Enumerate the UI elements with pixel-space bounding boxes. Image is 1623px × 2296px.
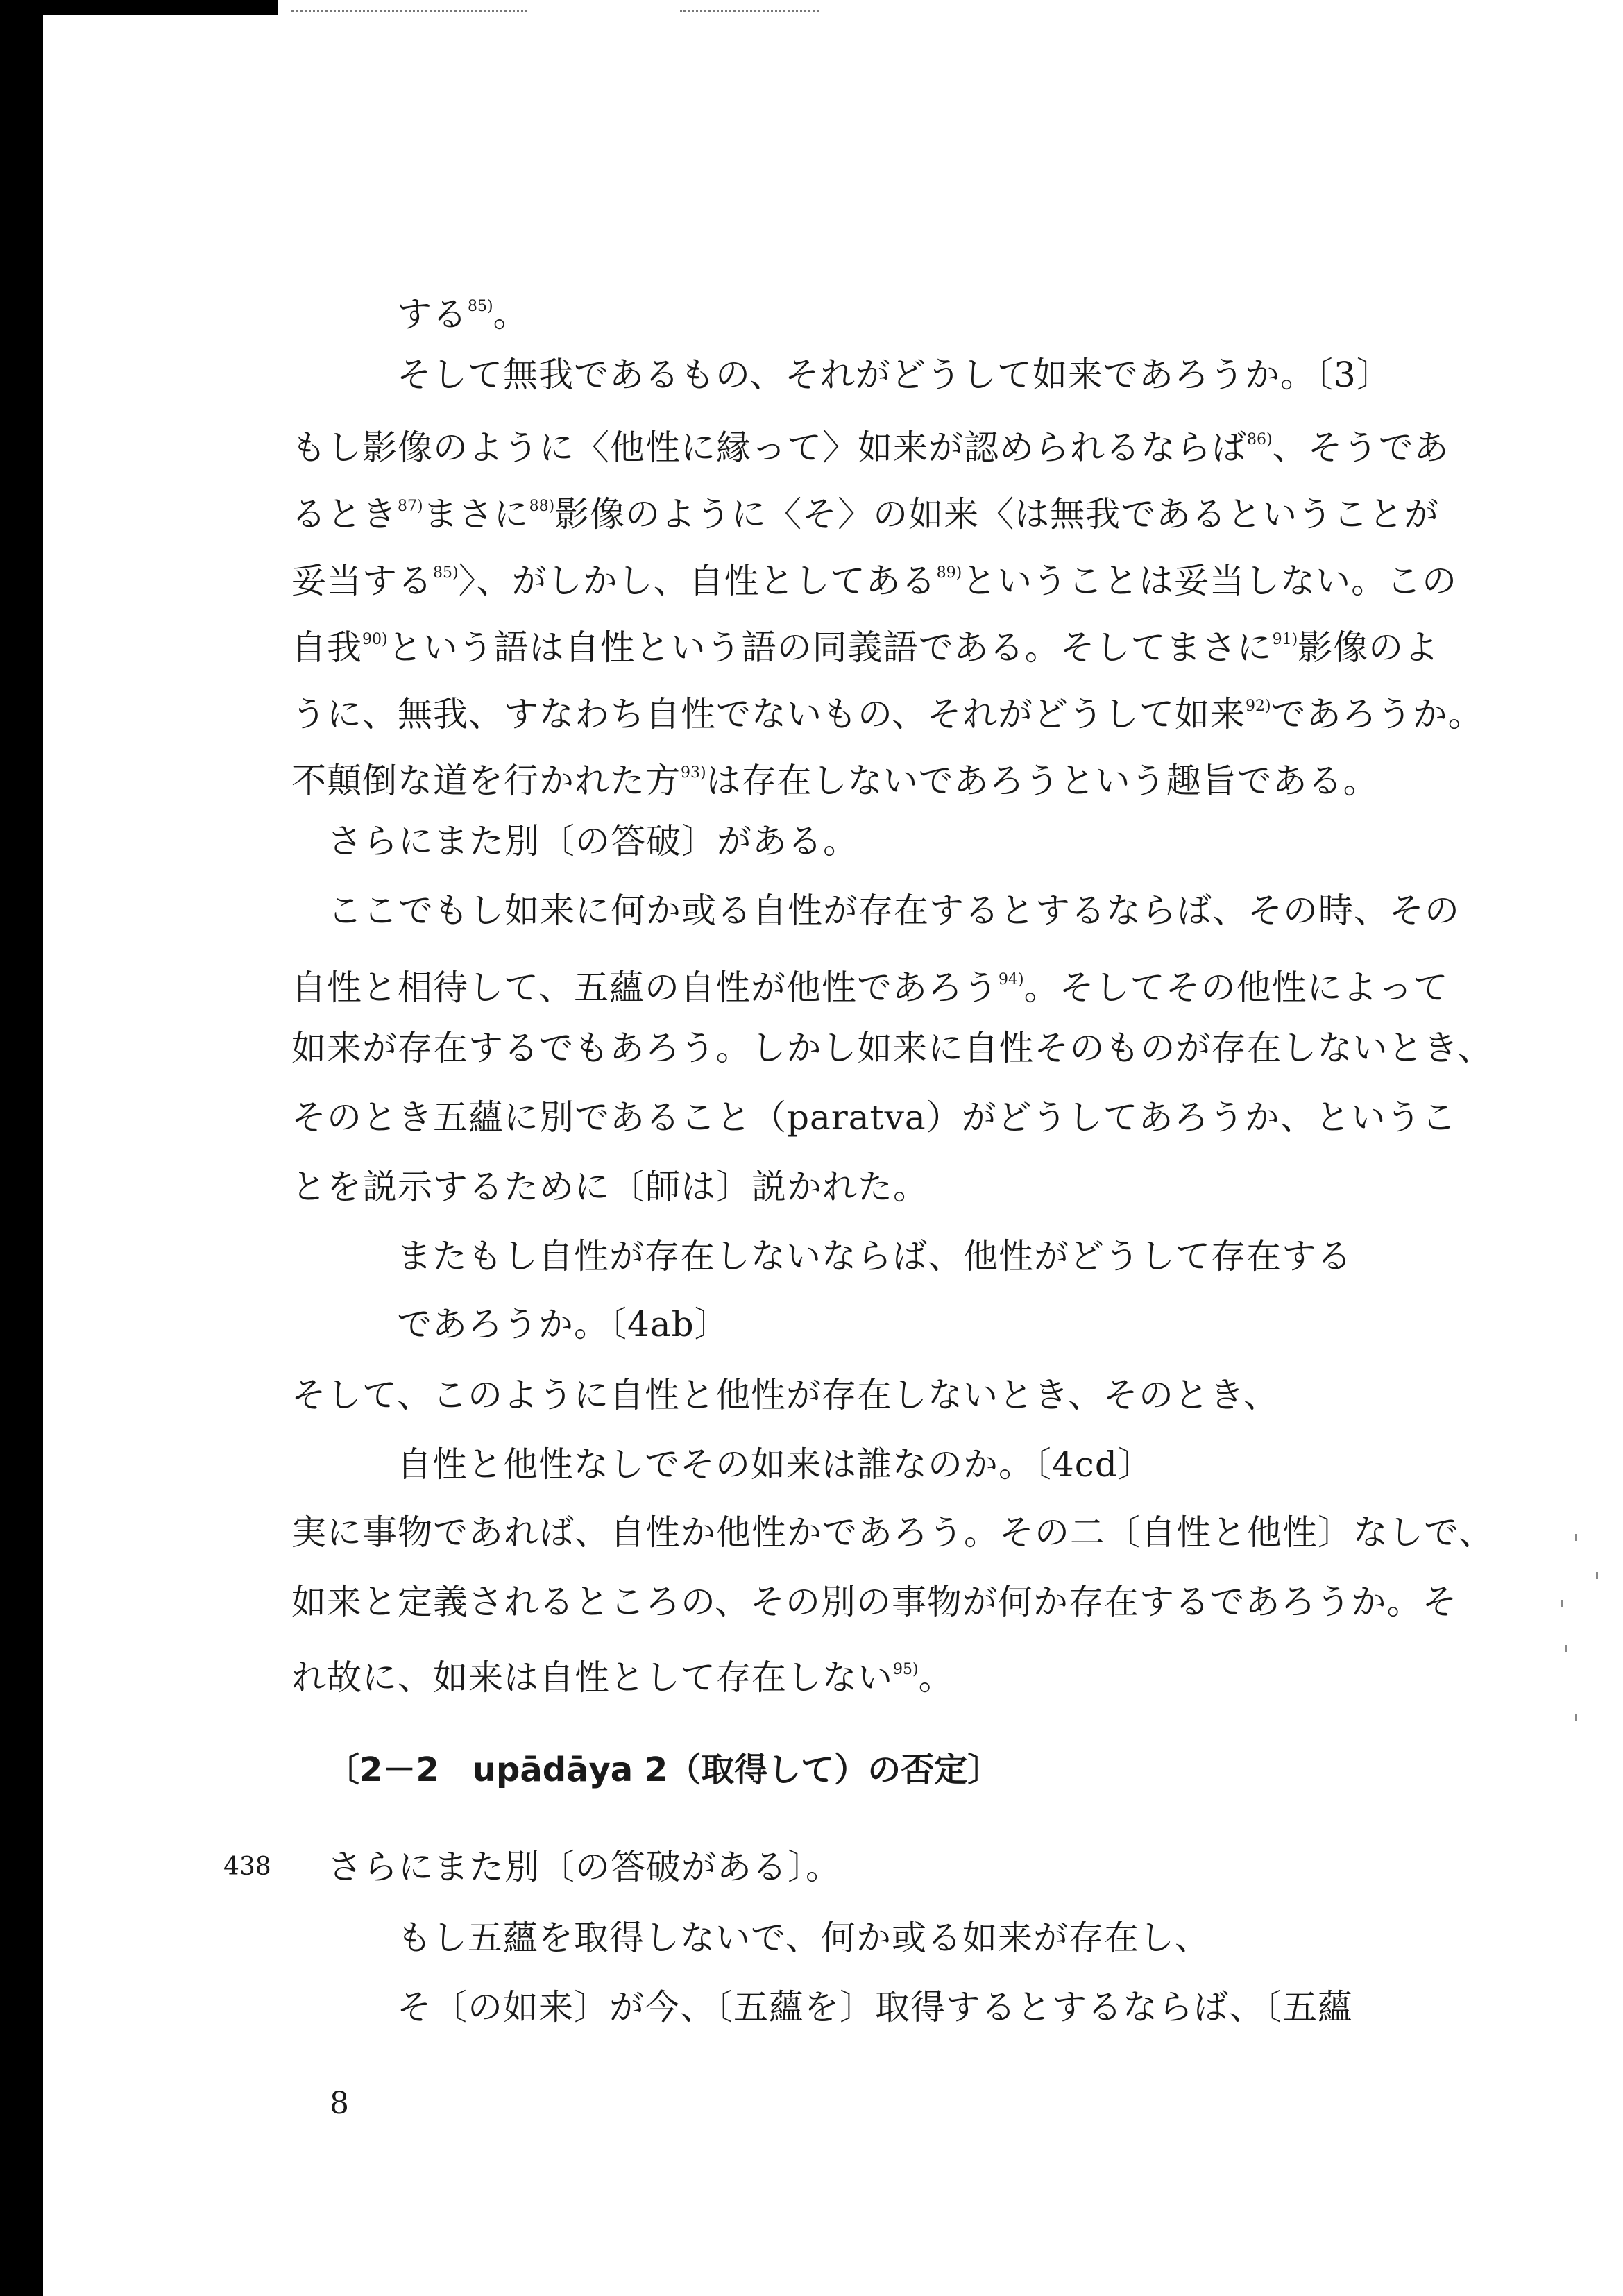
text-line: 自我$^{90)}$という語は自性という語の同義語である。そしてまさに$^{91)}$影像のよ xyxy=(291,627,1440,668)
text-line: 妥当する$^{85)}$〉、がしかし、自性としてある$^{89)}$ということは妥当しない。この xyxy=(291,561,1458,601)
scan-noise xyxy=(680,10,819,15)
scan-edge-left xyxy=(0,0,43,2296)
scan-speck xyxy=(1561,1600,1563,1607)
text-line: うに、無我、すなわち自性でないもの、それがどうして如来$^{92)}$であろうか。 xyxy=(291,694,1484,734)
text-line: する$^{85)}$。 xyxy=(397,294,529,335)
margin-number: 438 xyxy=(223,1852,271,1881)
text-line: れ故に、如来は自性として存在しない$^{95)}$。 xyxy=(291,1657,954,1698)
verse-line: 自性と他性なしでその如来は誰なのか。〔4cd〕 xyxy=(397,1444,1153,1485)
text-line: そのとき五蘊に別であること（paratva）がどうしてあろうか、というこ xyxy=(291,1097,1457,1138)
page-number: 8 xyxy=(330,2086,349,2121)
text-line: 自性と相待して、五蘊の自性が他性であろう$^{94)}$。そしてその他性によって xyxy=(291,968,1449,1008)
text-line: さらにまた別〔の答破がある〕。 xyxy=(328,1847,841,1887)
text-line: 不顛倒な道を行かれた方$^{93)}$は存在しないであろうという趣旨である。 xyxy=(291,761,1379,801)
text-line: とを説示するために〔師は〕説かれた。 xyxy=(291,1167,928,1207)
text-line: さらにまた別〔の答破〕がある。 xyxy=(328,821,858,861)
verse-line: またもし自性が存在しないならば、他性がどうして存在する xyxy=(397,1236,1352,1276)
text-line: そして無我であるもの、それがどうして如来であろうか。〔3〕 xyxy=(397,355,1392,395)
text-line: ここでもし如来に何か或る自性が存在するとするならば、その時、その xyxy=(328,890,1460,931)
verse-line: もし五蘊を取得しないで、何か或る如来が存在し、 xyxy=(397,1918,1210,1958)
verse-line: であろうか。〔4ab〕 xyxy=(397,1304,730,1344)
verse-line: そ〔の如来〕が今、〔五蘊を〕取得するとするならば、〔五蘊 xyxy=(397,1987,1353,2027)
text-line: るとき$^{87)}$まさに$^{88)}$影像のように〈そ〉の如来〈は無我であるということが xyxy=(291,494,1440,534)
scan-speck xyxy=(1575,1714,1577,1721)
text-line: そして、このように自性と他性が存在しないとき、そのとき、 xyxy=(291,1375,1279,1415)
scan-speck xyxy=(1575,1534,1577,1541)
scan-noise xyxy=(291,10,527,15)
scan-speck xyxy=(1596,1572,1598,1579)
text-line: 如来が存在するでもあろう。しかし如来に自性そのものが存在しないとき、 xyxy=(291,1028,1493,1068)
text-line: 実に事物であれば、自性か他性かであろう。その二〔自性と他性〕なしで、 xyxy=(291,1512,1494,1553)
text-line: 如来と定義されるところの、その別の事物が何か存在するであろうか。そ xyxy=(291,1582,1458,1622)
text-line: もし影像のように〈他性に縁って〉如来が認められるならば$^{86)}$、そうであ xyxy=(291,428,1450,468)
section-heading: 〔2－2 upādāya 2（取得して）の否定〕 xyxy=(326,1750,1001,1789)
scan-speck xyxy=(1565,1645,1567,1652)
